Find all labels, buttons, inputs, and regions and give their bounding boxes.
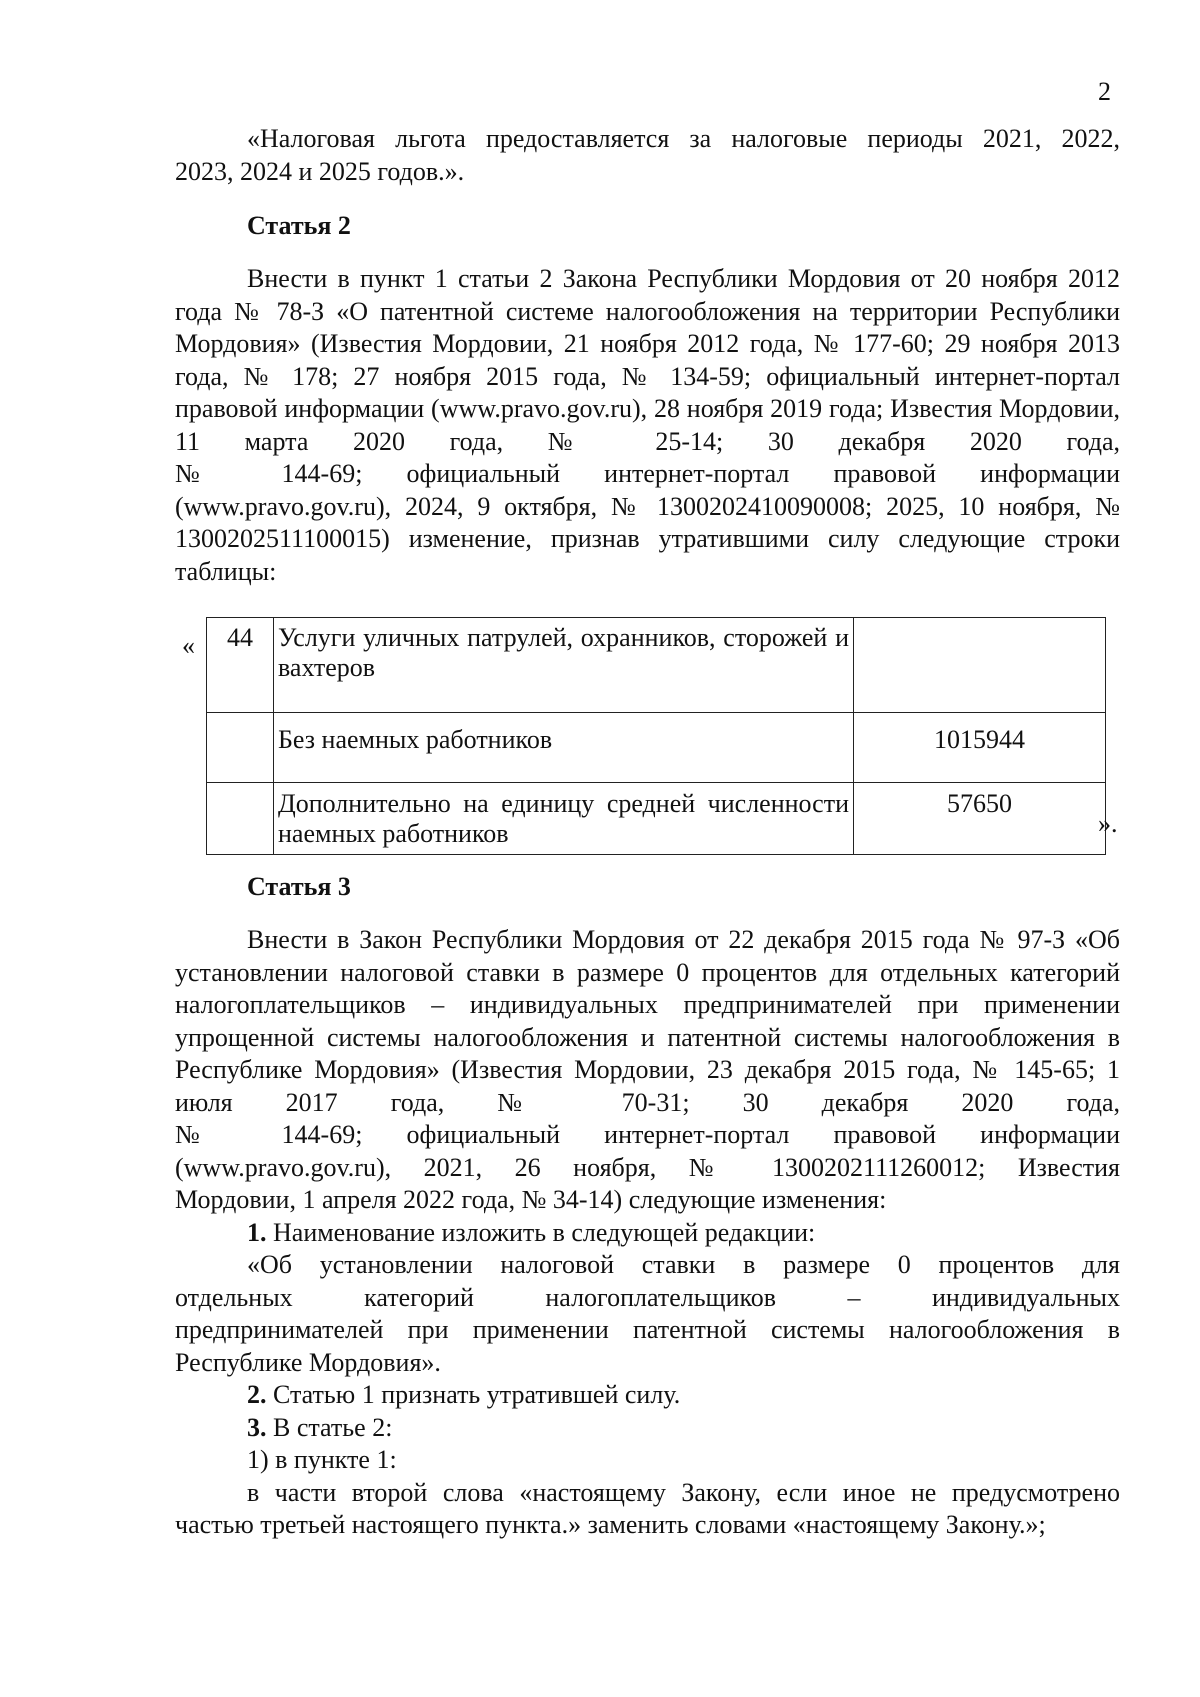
article-3-paragraph-a: Внести в Закон Республики Мордовия от 22 декабря 2015 года № 97-З «Об установлении налоговой ставки в размере 0 процентов для отдельных категорий налогоплательщиков – индивидуальных предпринимателей при применении упрощенной системы налогообложения и патентной системы налогообложения в Республике Мордовия» (Известия Мордовии, 23 декабря 2015 года, № 145-65; 1 июля 2017 года, № 70-31; 30 декабря 2020 года,	[175, 925, 1120, 1117]
row-value	[854, 618, 1106, 713]
item-1-text: Наименование изложить в следующей редакции:	[266, 1217, 816, 1247]
article-3-body	[175, 924, 1120, 1542]
article-2-paragraph-a: Внести в пункт 1 статьи 2 Закона Республики Мордовия от 20 ноября 2012 года № 78-З «О патентной системе налогообложения на территории Республики Мордовия» (Известия Мордовии, 21 ноября 2012 года, № 177-60; 29 ноября 2013 года, № 178; 27 ноября 2015 года, № 134-59; официальный интернет-портал правовой информации (www.pravo.gov.ru), 28 ноября 2019 года; Известия Мордовии, 11 марта 2020 года, № 25-14; 30 декабря 2020 года,	[175, 264, 1120, 456]
table-row	[207, 783, 1106, 855]
article-3-heading: Статья 3	[247, 872, 351, 901]
row-value: 1015944	[854, 713, 1106, 783]
article-2-body	[175, 263, 1120, 588]
item-3-number: 3.	[247, 1412, 267, 1442]
table-open-quote: «	[182, 631, 195, 660]
article-3-subitem-1: 1) в пункте 1:	[247, 1445, 397, 1474]
intro-quote	[175, 123, 1120, 188]
new-title-line-c: предпринимателей при применении патентной системы налогообложения в Республике Мордовия».	[175, 1315, 1120, 1377]
article-2-line-b: № 144-69; официальный интернет-портал правовой информации	[175, 459, 1120, 488]
article-3-item-1	[175, 1217, 1120, 1250]
item-2-number: 2.	[247, 1380, 267, 1409]
row-number: 44	[207, 618, 274, 713]
article-3-line-d: Мордовии, 1 апреля 2022 года, № 34-14) следующие изменения:	[175, 1185, 887, 1214]
intro-line-1: «Налоговая льгота предоставляется за налоговые периоды 2021, 2022,	[247, 124, 1120, 153]
page-number: 2	[1098, 77, 1111, 106]
row-number	[207, 713, 274, 783]
article-3-last-paragraph: в части второй слова «настоящему Закону, если иное не предусмотрено частью третьей настоящего пункта.» заменить словами «настоящему Закону.»;	[175, 1477, 1120, 1539]
new-title-line-a: «Об установлении налоговой ставки в размере 0 процентов для	[247, 1250, 1120, 1279]
intro-line-2: 2023, 2024 и 2025 годов.».	[175, 156, 465, 186]
article-2-heading: Статья 2	[247, 211, 351, 240]
article-3-item-2	[175, 1379, 1120, 1412]
table-close-quote: ».	[1098, 809, 1118, 838]
article-3-line-b: № 144-69; официальный интернет-портал правовой информации	[175, 1120, 1120, 1149]
repealed-rows-table	[206, 617, 1106, 855]
item-3-text: В статье 2:	[266, 1412, 393, 1442]
table-row	[207, 713, 1106, 783]
table-row	[207, 618, 1106, 713]
item-2-text: Статью 1 признать утратившей силу.	[266, 1380, 681, 1409]
row-text: Дополнительно на единицу средней численности наемных работников	[274, 783, 854, 855]
row-text: Услуги уличных патрулей, охранников, сторожей и вахтеров	[274, 618, 854, 713]
row-value: 57650	[854, 783, 1106, 855]
row-text: Без наемных работников	[274, 713, 854, 783]
row-number	[207, 783, 274, 855]
article-2-paragraph-c: (www.pravo.gov.ru), 2024, 9 октября, № 1300202410090008; 2025, 10 ноября, № 1300202511100015) изменение, признав утратившими силу следующие строки таблицы:	[175, 491, 1120, 586]
new-title-line-b: отдельных категорий налогоплательщиков – индивидуальных	[175, 1282, 1120, 1312]
article-3-line-c: (www.pravo.gov.ru), 2021, 26 ноября, № 1300202111260012; Известия	[175, 1152, 1120, 1182]
article-3-item-3	[175, 1412, 1120, 1445]
item-1-number: 1.	[247, 1217, 267, 1247]
